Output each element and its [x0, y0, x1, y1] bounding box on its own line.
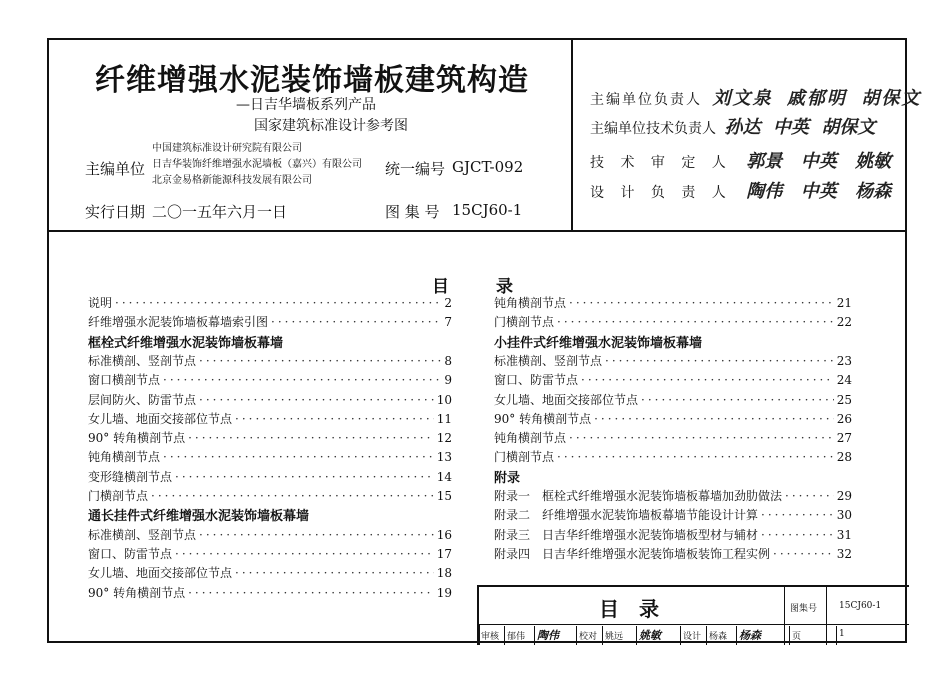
editor-label: 主编单位: [85, 160, 146, 178]
toc-entry[interactable]: [88, 487, 452, 505]
toc-entry[interactable]: [88, 468, 452, 486]
toc-entry[interactable]: [88, 526, 452, 544]
toc-entry[interactable]: [88, 313, 452, 331]
handwritten-signature: 胡保文: [861, 88, 922, 109]
toc-entry-title: 女儿墙、地面交接部位节点: [494, 392, 639, 407]
title-block-divider: [836, 626, 837, 645]
toc-entry-page: 13: [436, 450, 452, 465]
toc-entry[interactable]: [494, 313, 852, 331]
title-block-atlas-value: 15CJ60-1: [839, 601, 882, 611]
toc-entry[interactable]: [88, 448, 452, 466]
toc-leader-dots: [773, 547, 834, 561]
toc-leader-dots: [175, 547, 434, 561]
toc-entry-page: 2: [444, 296, 452, 310]
handwritten-signature: 陶伟: [746, 181, 783, 202]
toc-leader-dots: [163, 373, 441, 387]
toc-entry[interactable]: [494, 429, 852, 447]
signature-row: [590, 84, 921, 110]
title-block-divider: [680, 626, 681, 645]
document-title: 纤维增强水泥装饰墙板建筑构造: [95, 63, 529, 98]
title-block-divider: [602, 626, 603, 645]
toc-entry-title: 门横剖节点: [494, 315, 555, 330]
toc-entry-page: 26: [836, 411, 852, 426]
toc-entry-title: 附录一 框栓式纤维增强水泥装饰墙板幕墙加劲肋做法: [494, 489, 783, 503]
toc-entry-page: 11: [436, 411, 452, 426]
toc-leader-dots: [199, 528, 434, 542]
unified-no: GJCT-092: [452, 158, 524, 176]
toc-leader-dots: [188, 431, 434, 445]
title-block-cell: 1: [839, 629, 845, 639]
toc-entry-page: 25: [836, 392, 852, 407]
toc-leader-dots: [594, 412, 834, 426]
toc-leader-dots: [199, 354, 441, 368]
toc-leader-dots: [605, 354, 834, 368]
toc-entry-page: 18: [436, 566, 452, 581]
toc-leader-dots: [151, 489, 434, 503]
title-block-divider: [534, 626, 535, 645]
editor-org: 日吉华装饰纤维增强水泥墙板（嘉兴）有限公司: [152, 159, 362, 170]
toc-entry-title: 窗口、防雷节点: [494, 373, 579, 388]
toc-entry-title: 90° 转角横剖节点: [88, 585, 186, 600]
handwritten-signature: 刘文泉: [712, 88, 773, 109]
title-block-divider: [706, 626, 707, 645]
title-block-divider: [736, 626, 737, 645]
title-block-cell: 郁伟: [507, 632, 526, 642]
handwritten-signature: 中英: [772, 117, 809, 138]
toc-entry-title: 钝角横剖节点: [88, 450, 161, 465]
toc-entry-title: 门横剖节点: [88, 489, 149, 503]
toc-entry-page: 28: [836, 450, 852, 465]
toc-entry-page: 14: [436, 469, 452, 484]
title-block-signature: 陶伟: [537, 629, 559, 642]
toc-entry-title: 标准横剖、竖剖节点: [88, 527, 197, 542]
toc-entry-page: 24: [836, 373, 852, 388]
toc-entry-title: 钝角横剖节点: [494, 431, 567, 446]
toc-leader-dots: [163, 450, 434, 464]
handwritten-signature: 中英: [800, 181, 837, 202]
toc-leader-dots: [581, 373, 834, 387]
implementation-date: 二〇一五年六月一日: [152, 203, 288, 221]
toc-leader-dots: [761, 528, 834, 542]
toc-entry-title: 附录三 日吉华纤维增强水泥装饰墙板型材与辅材: [494, 527, 759, 542]
toc-section-heading: 框栓式纤维增强水泥装饰墙板幕墙: [88, 335, 284, 351]
title-block-cell: 审核: [481, 632, 500, 642]
toc-entry-page: 32: [836, 546, 852, 561]
toc-leader-dots: [641, 393, 834, 407]
title-block-atlas-label: 图集号: [790, 604, 818, 614]
toc-entry-title: 女儿墙、地面交接部位节点: [88, 411, 233, 426]
toc-entry-page: 27: [836, 431, 852, 446]
toc-leader-dots: [115, 296, 441, 310]
title-block-signoff-row: [479, 626, 907, 645]
toc-entry-page: 30: [836, 508, 852, 523]
toc-entry-title: 90° 转角横剖节点: [494, 411, 592, 426]
atlas-no: 15CJ60-1: [452, 201, 523, 219]
title-block-cell: 姚远: [605, 632, 624, 642]
signature-role: 主编单位负责人: [590, 92, 702, 108]
document-subtitle-type: 国家建筑标准设计参考图: [254, 118, 408, 134]
toc-section-heading: 附录: [494, 470, 521, 486]
title-block-cell: 杨森: [709, 632, 728, 642]
toc-leader-dots: [271, 315, 441, 329]
toc-entry-page: 31: [836, 527, 852, 542]
editor-orgs: [152, 141, 362, 189]
signature-row: [590, 147, 891, 173]
signature-role: 设 计 负 责 人: [590, 185, 732, 201]
toc-entry-page: 21: [836, 296, 852, 310]
toc-entry-title: 纤维增强水泥装饰墙板幕墙索引图: [88, 315, 269, 330]
unified-no-label: 统一编号: [385, 160, 446, 178]
toc-section-heading: 小挂件式纤维增强水泥装饰墙板幕墙: [494, 335, 703, 351]
toc-entry-title: 层间防火、防雷节点: [88, 392, 197, 407]
toc-leader-dots: [175, 470, 434, 484]
toc-entry[interactable]: [88, 391, 452, 409]
toc-leader-dots: [235, 412, 434, 426]
handwritten-signature: 戚郁明: [786, 88, 847, 109]
handwritten-signature: 中英: [800, 151, 837, 172]
toc-entry[interactable]: [494, 352, 852, 370]
date-label: 实行日期: [85, 203, 146, 221]
toc-entry-page: 10: [436, 392, 452, 407]
toc-entry-page: 16: [436, 527, 452, 542]
title-block-divider: [789, 626, 790, 645]
header-divider: [47, 230, 907, 232]
toc-entry-title: 女儿墙、地面交接部位节点: [88, 566, 233, 581]
toc-entry[interactable]: [88, 429, 452, 447]
toc-section-heading: 通长挂件式纤维增强水泥装饰墙板幕墙: [88, 509, 310, 525]
title-block-cell: 页: [792, 632, 802, 642]
signature-row: [590, 113, 875, 139]
handwritten-signature: 杨森: [855, 181, 892, 202]
signature-row: [590, 177, 891, 203]
toc-entry-title: 标准横剖、竖剖节点: [88, 353, 197, 368]
toc-entry-title: 窗口、防雷节点: [88, 546, 173, 561]
toc-entry[interactable]: [494, 545, 852, 563]
atlas-no-label: 图 集 号: [385, 203, 440, 221]
toc-entry-page: 23: [836, 353, 852, 368]
toc-entry[interactable]: [494, 506, 852, 524]
toc-leader-dots: [557, 315, 834, 329]
toc-entry-title: 90° 转角横剖节点: [88, 431, 186, 446]
title-block-divider: [576, 626, 577, 645]
header-vertical-divider: [571, 38, 573, 231]
toc-entry-title: 门横剖节点: [494, 450, 555, 465]
title-block-divider: [636, 626, 637, 645]
toc-entry-page: 8: [444, 353, 452, 368]
toc-entry-title: 附录二 纤维增强水泥装饰墙板幕墙节能设计计算: [494, 508, 759, 523]
toc-entry[interactable]: [88, 410, 452, 428]
title-block: [477, 585, 909, 645]
title-block-cell: 校对: [579, 632, 598, 642]
handwritten-signature: 胡保文: [821, 117, 876, 138]
toc-entry[interactable]: [88, 371, 452, 389]
editor-org: 中国建筑标准设计研究院有限公司: [152, 143, 302, 154]
toc-entry-title: 附录四 日吉华纤维增强水泥装饰墙板装饰工程实例: [494, 546, 771, 561]
toc-entry[interactable]: [88, 294, 452, 312]
title-block-name: 目 录: [599, 597, 659, 621]
handwritten-signature: 郭景: [746, 151, 783, 172]
toc-entry[interactable]: [494, 487, 852, 505]
toc-entry[interactable]: [494, 448, 852, 466]
toc-entry-page: 9: [444, 373, 452, 388]
toc-entry[interactable]: [494, 410, 852, 428]
toc-entry[interactable]: [88, 564, 452, 582]
toc-entry-page: 15: [436, 489, 452, 503]
toc-entry-page: 29: [836, 489, 852, 503]
toc-entry[interactable]: [494, 526, 852, 544]
toc-leader-dots: [235, 566, 434, 580]
toc-heading-right: 录: [496, 277, 513, 297]
title-block-signature: 杨森: [739, 629, 761, 642]
toc-entry-page: 7: [444, 315, 452, 330]
toc-entry-title: 钝角横剖节点: [494, 296, 567, 310]
toc-entry-title: 变形缝横剖节点: [88, 469, 173, 484]
toc-entry-page: 19: [436, 585, 452, 600]
toc-leader-dots: [569, 296, 834, 310]
signature-role: 主编单位技术负责人: [590, 121, 716, 137]
toc-entry-title: 标准横剖、竖剖节点: [494, 353, 603, 368]
toc-leader-dots: [785, 489, 834, 503]
toc-entry-page: 17: [436, 546, 452, 561]
toc-entry[interactable]: [494, 294, 852, 312]
signature-role: 技 术 审 定 人: [590, 155, 732, 171]
toc-entry-title: 窗口横剖节点: [88, 373, 161, 388]
toc-entry[interactable]: [494, 371, 852, 389]
toc-leader-dots: [761, 508, 834, 522]
handwritten-signature: 姚敏: [855, 151, 892, 172]
handwritten-signature: 孙达: [724, 117, 761, 138]
toc-entry-page: 22: [836, 315, 852, 330]
toc-entry[interactable]: [88, 545, 452, 563]
toc-leader-dots: [188, 586, 434, 600]
toc-entry[interactable]: [494, 391, 852, 409]
title-block-signature: 姚敏: [639, 629, 661, 642]
document-subtitle-series: —日吉华墙板系列产品: [236, 97, 376, 113]
toc-entry[interactable]: [88, 584, 452, 602]
toc-leader-dots: [557, 450, 834, 464]
toc-heading-left: 目: [432, 277, 449, 297]
toc-leader-dots: [199, 393, 434, 407]
toc-entry-title: 说明: [88, 296, 113, 310]
toc-leader-dots: [569, 431, 834, 445]
title-block-divider: [504, 626, 505, 645]
editor-org: 北京金易格新能源科技发展有限公司: [152, 175, 312, 186]
toc-entry-page: 12: [436, 431, 452, 446]
title-block-cell: 设计: [683, 632, 702, 642]
toc-entry[interactable]: [88, 352, 452, 370]
